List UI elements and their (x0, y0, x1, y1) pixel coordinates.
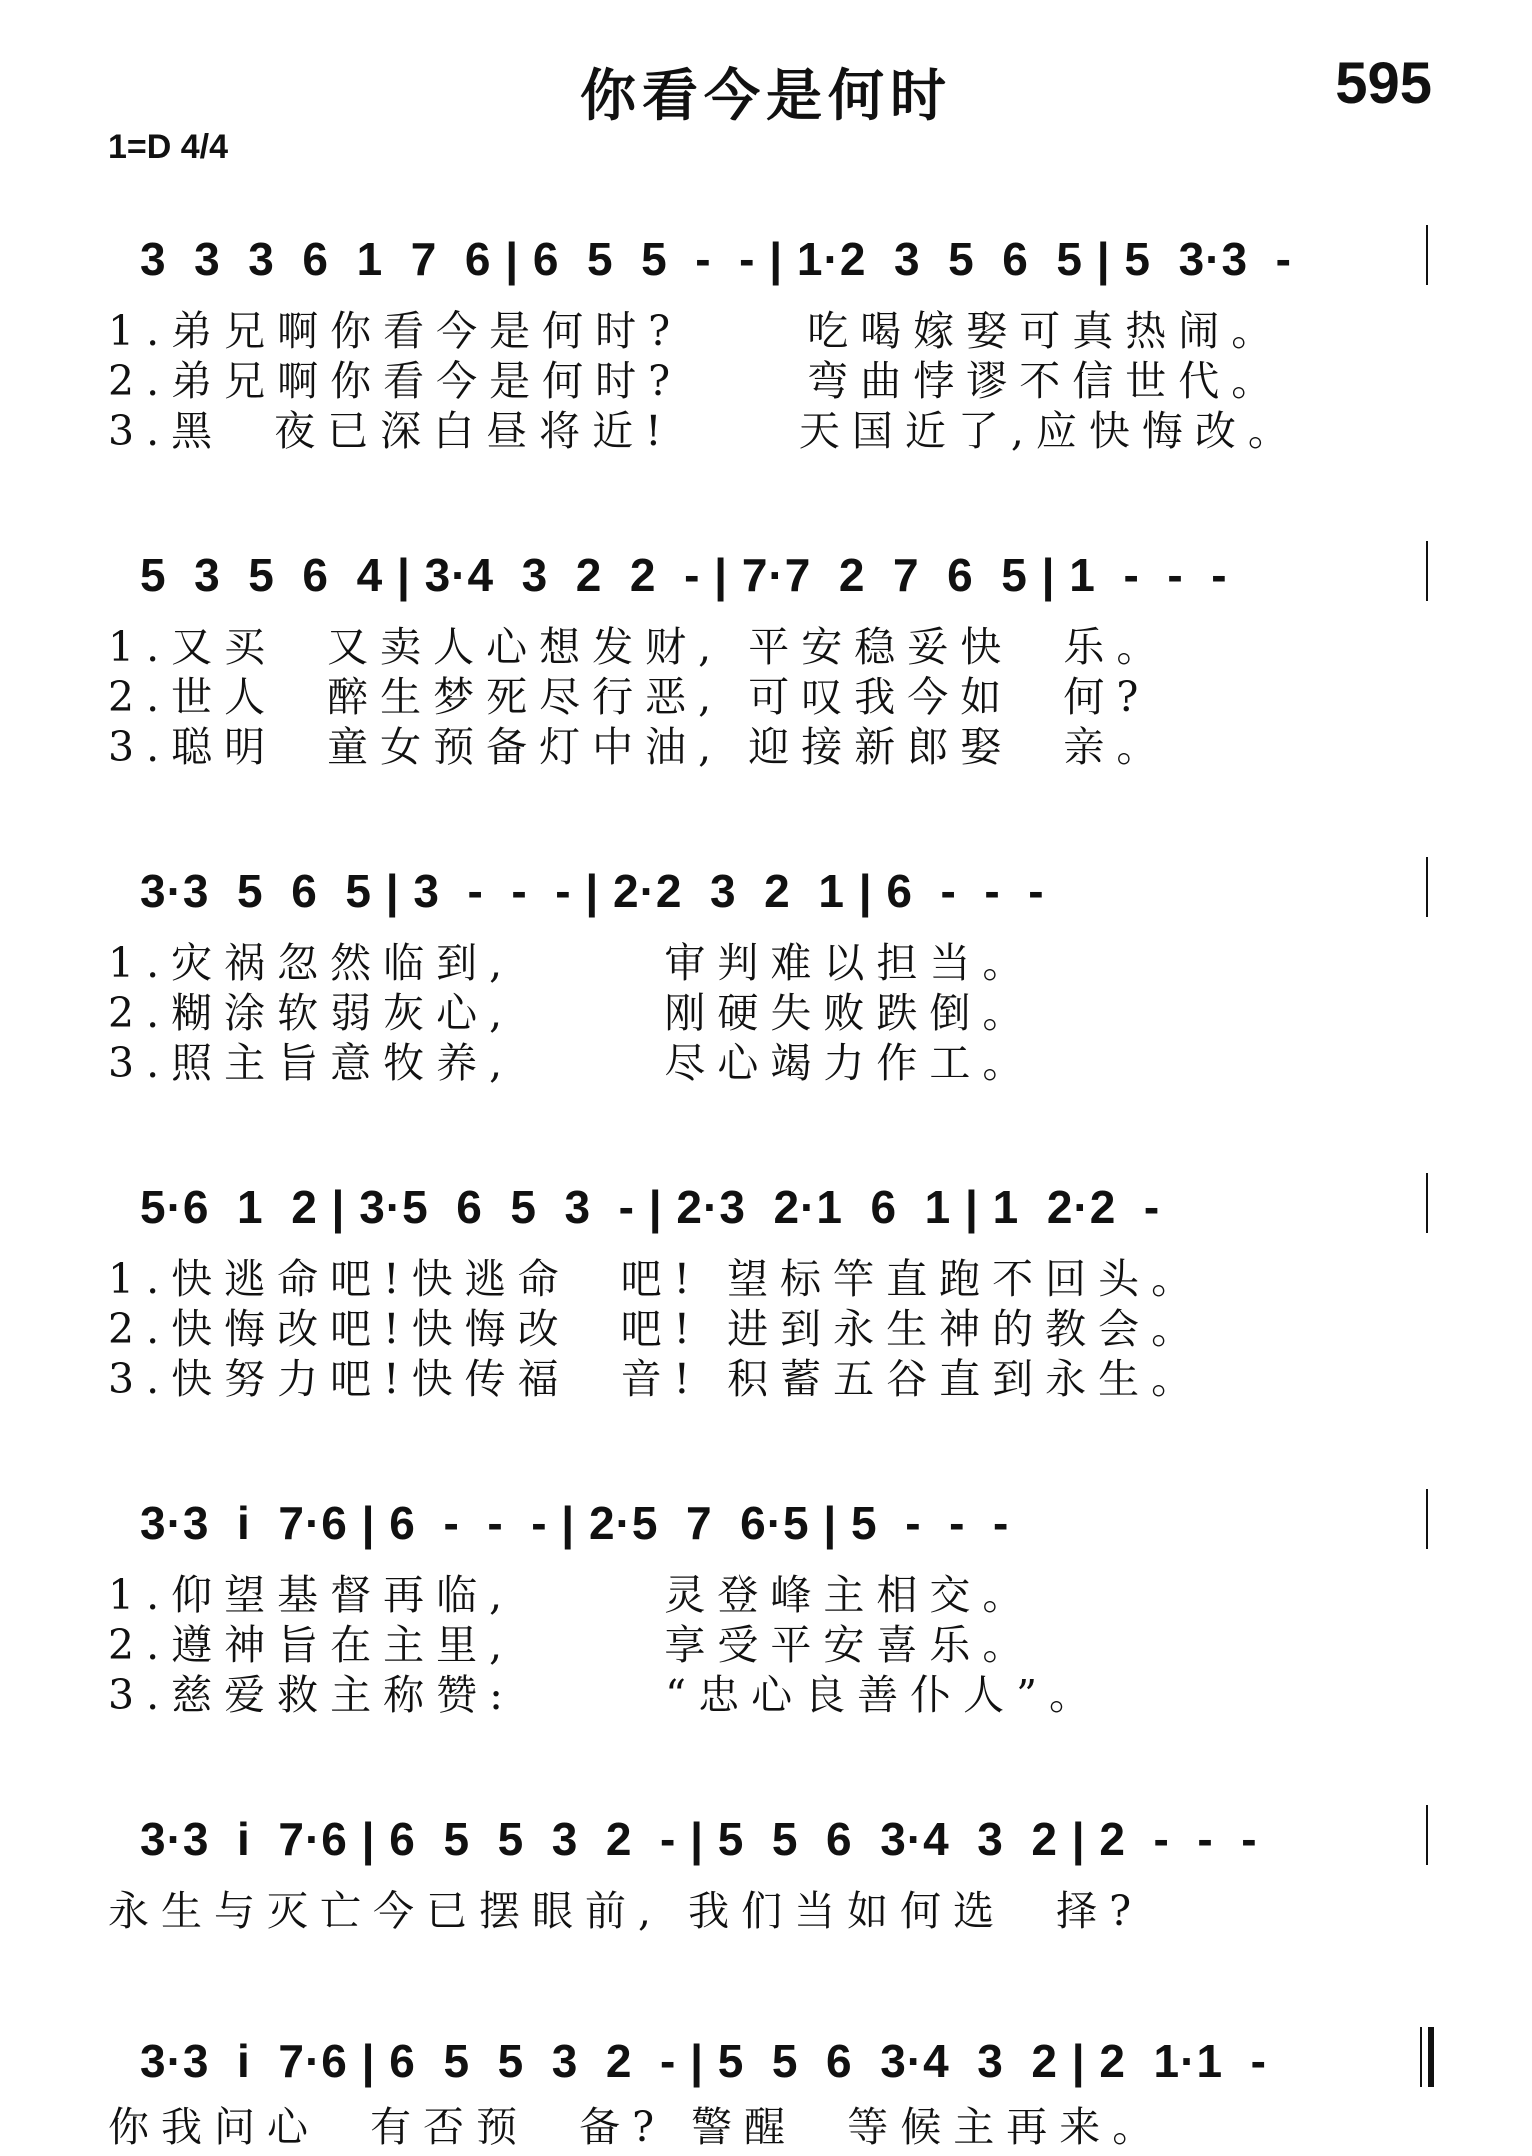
lyric-line: 3.照主旨意牧养, 尽心竭力作工。 (108, 1039, 1036, 1087)
lyric-line: 1.又买 又卖人心想发财, 平安稳妥快 乐。 (108, 623, 1170, 671)
end-bar-line (1426, 225, 1428, 285)
end-bar-line (1426, 1489, 1428, 1549)
lyric-line: 3.黑 夜已深白昼将近! 天国近了,应快悔改。 (108, 407, 1301, 455)
lyric-line: 3.慈爱救主称赞: “忠心良善仆人”。 (108, 1671, 1103, 1719)
notation-line-2: 5 3 5 6 4 | 3·4 3 2 2 - | 7·7 2 7 6 5 | 1 - - - (140, 549, 1228, 601)
end-bar-line (1426, 541, 1428, 601)
notation-line-3: 3·3 5 6 5 | 3 - - - | 2·2 3 2 1 | 6 - - - (140, 865, 1045, 917)
hymn-title: 你看今是何时 (580, 64, 952, 129)
lyric-line: 你我问心 有否预 备? 警醒 等候主再来。 (108, 2103, 1166, 2151)
lyric-line: 1.快逃命吧!快逃命 吧! 望标竿直跑不回头。 (108, 1255, 1205, 1303)
lyric-line: 3.聪明 童女预备灯中油, 迎接新郎娶 亲。 (108, 723, 1170, 771)
hymn-number: 595 (1335, 51, 1432, 116)
lyric-line: 2.弟兄啊你看今是何时? 弯曲悖谬不信世代。 (108, 357, 1285, 405)
notation-line-6: 3·3 i 7·6 | 6 5 5 3 2 - | 5 5 6 3·4 3 2 | 2 - - - (140, 1813, 1258, 1865)
lyric-line: 1.弟兄啊你看今是何时? 吃喝嫁娶可真热闹。 (108, 307, 1285, 355)
key-signature: 1=D 4/4 (108, 128, 229, 166)
notation-line-1: 3 3 3 6 1 7 6 | 6 5 5 - - | 1·2 3 5 6 5 | 5 3·3 - (140, 233, 1292, 285)
lyric-line: 1.灾祸忽然临到, 审判难以担当。 (108, 939, 1036, 987)
lyric-line: 3.快努力吧!快传福 音! 积蓄五谷直到永生。 (108, 1355, 1205, 1403)
lyric-line: 2.快悔改吧!快悔改 吧! 进到永生神的教会。 (108, 1305, 1205, 1353)
lyric-line: 永生与灭亡今已摆眼前, 我们当如何选 择? (108, 1887, 1144, 1935)
end-bar-line (1426, 1805, 1428, 1865)
notation-line-4: 5·6 1 2 | 3·5 6 5 3 - | 2·3 2·1 6 1 | 1 2·2 - (140, 1181, 1161, 1233)
end-bar-line (1426, 857, 1428, 917)
notation-line-5: 3·3 i 7·6 | 6 - - - | 2·5 7 6·5 | 5 - - - (140, 1497, 1010, 1549)
lyric-line: 1.仰望基督再临, 灵登峰主相交。 (108, 1571, 1036, 1619)
lyric-line: 2.糊涂软弱灰心, 刚硬失败跌倒。 (108, 989, 1036, 1037)
end-bar-line (1426, 1173, 1428, 1233)
notation-line-7: 3·3 i 7·6 | 6 5 5 3 2 - | 5 5 6 3·4 3 2 | 2 1·1 - (140, 2035, 1267, 2087)
final-bar-line-thin (1420, 2027, 1422, 2087)
lyric-line: 2.遵神旨在主里, 享受平安喜乐。 (108, 1621, 1036, 1669)
final-bar-line-thick (1428, 2027, 1434, 2087)
lyric-line: 2.世人 醉生梦死尽行恶, 可叹我今如 何? (108, 673, 1151, 721)
